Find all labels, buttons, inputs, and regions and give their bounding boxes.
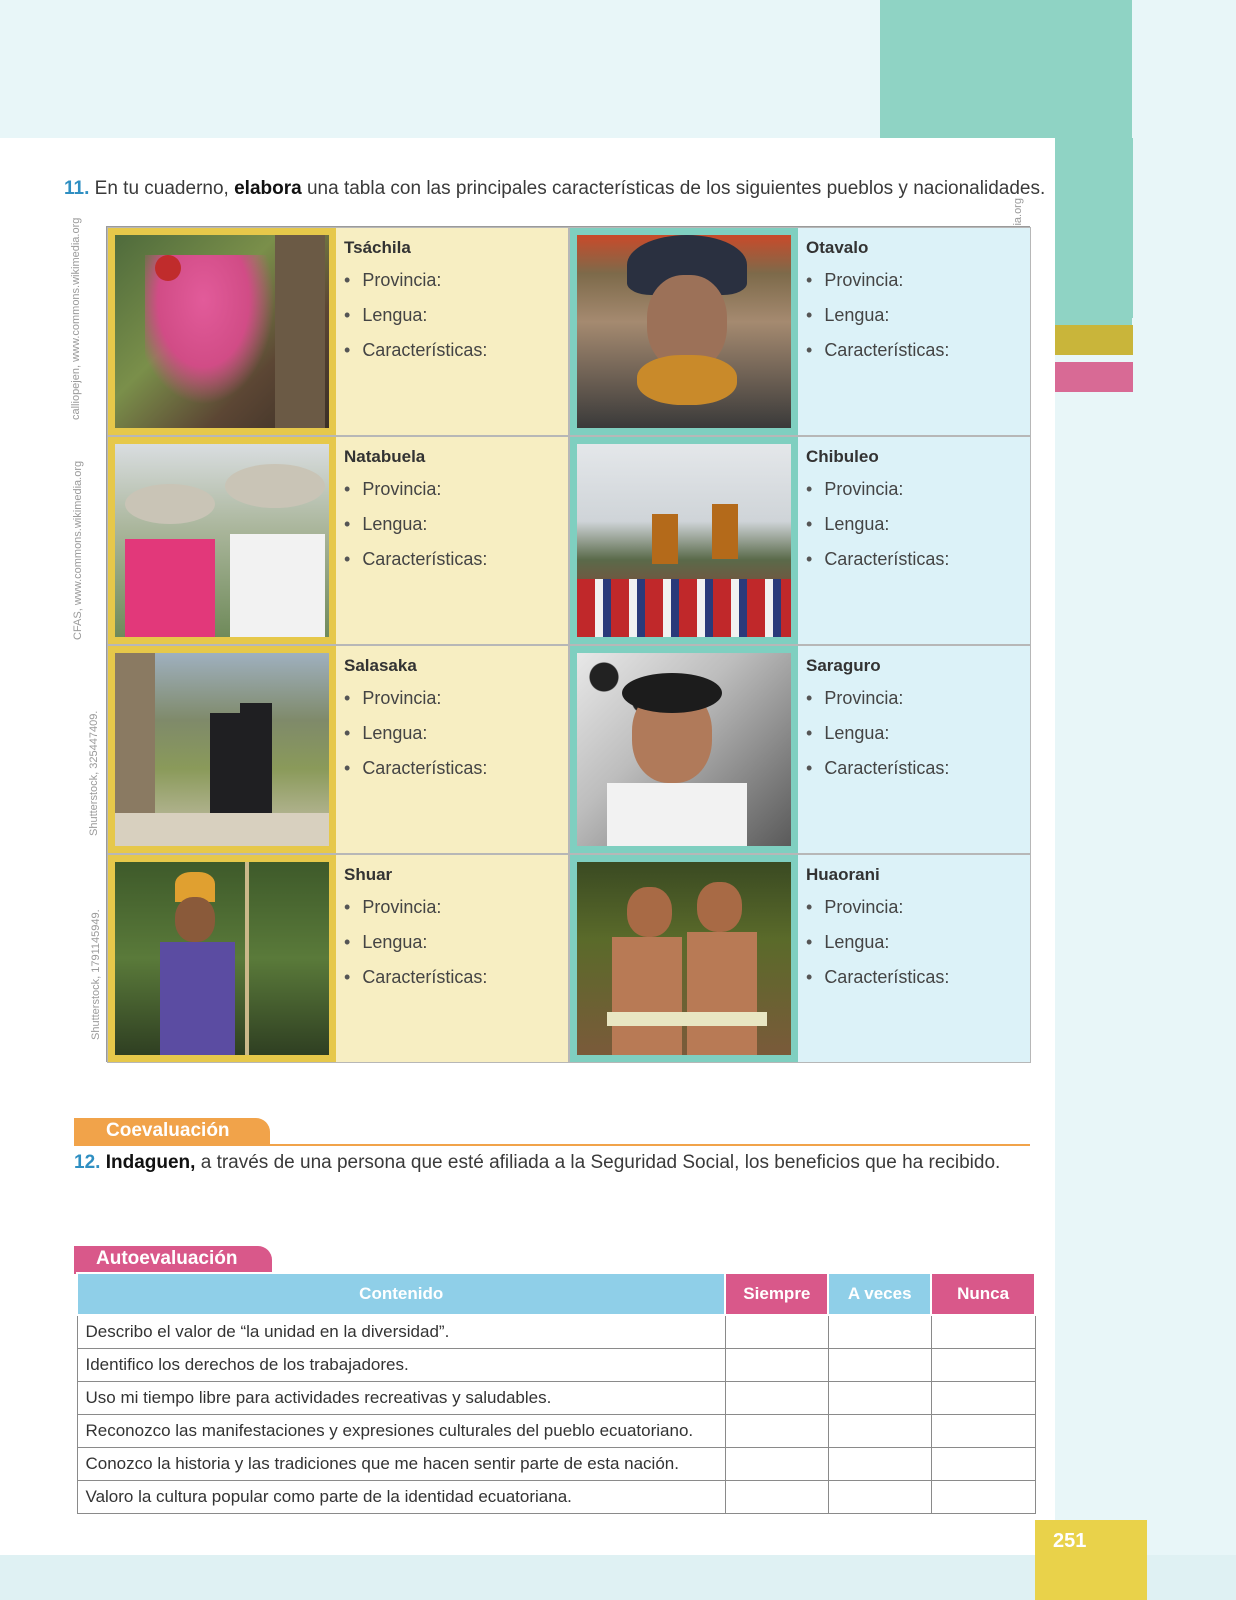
people-cell-chibuleo [569,436,1031,645]
saraguro-woman-photo [570,646,798,853]
caracteristicas-field: • Características: [344,340,568,361]
coevaluacion-divider [270,1144,1030,1146]
lengua-field: • Lengua: [806,723,1030,744]
provincia-field: • Provincia: [344,897,568,918]
people-info [798,646,1030,853]
question-12-text: a través de una persona que esté afiliada a la Seguridad Social, los beneficios que ha recibido. [200,1152,1001,1173]
people-info [798,228,1030,435]
people-info [336,855,568,1062]
tsachila-man-photo [108,228,336,435]
people-cell-tsachila [107,227,569,436]
table-header-row [77,1273,1035,1315]
caracteristicas-field: • Características: [806,340,1030,361]
siempre-cell[interactable] [725,1381,828,1414]
people-info [336,437,568,644]
siempre-cell[interactable] [725,1480,828,1513]
question-11-text: una tabla con las principales características de los siguientes pueblos y nacionalidades. [306,178,1046,199]
autoevaluacion-table [76,1272,1036,1514]
provincia-field: • Provincia: [344,688,568,709]
question-12-verb: Indaguen, [105,1152,196,1173]
criterion-text: Conozco la historia y las tradiciones que me hacen sentir parte de esta nación. [77,1447,725,1480]
criterion-text: Valoro la cultura popular como parte de la identidad ecuatoriana. [77,1480,725,1513]
side-strip-teal [1055,138,1133,318]
criterion-text: Uso mi tiempo libre para actividades recreativas y saludables. [77,1381,725,1414]
nunca-cell[interactable] [931,1348,1035,1381]
chibuleo-festival-photo [570,437,798,644]
nunca-cell[interactable] [931,1414,1035,1447]
side-tab-pink [1055,362,1133,392]
provincia-field: • Provincia: [806,688,1030,709]
table-row [77,1315,1035,1348]
criterion-text: Reconozco las manifestaciones y expresiones culturales del pueblo ecuatoriano. [77,1414,725,1447]
header-contenido: Contenido [77,1273,725,1315]
provincia-field: • Provincia: [806,479,1030,500]
people-name: Huaorani [806,865,880,884]
otavalo-woman-photo [570,228,798,435]
caracteristicas-field: • Características: [806,967,1030,988]
huaorani-women-photo [570,855,798,1062]
question-12-number: 12. [74,1152,101,1173]
people-cell-otavalo [569,227,1031,436]
lengua-field: • Lengua: [344,514,568,535]
question-11-verb: elabora [234,178,302,199]
criterion-text: Identifico los derechos de los trabajadores. [77,1348,725,1381]
people-name: Shuar [344,865,393,884]
aveces-cell[interactable] [828,1315,931,1348]
people-cell-natabuela [107,436,569,645]
page-number: 251 [1035,1520,1147,1600]
lengua-field: • Lengua: [344,932,568,953]
nunca-cell[interactable] [931,1381,1035,1414]
lengua-field: • Lengua: [806,932,1030,953]
aveces-cell[interactable] [828,1414,931,1447]
people-name: Chibuleo [806,447,879,466]
nunca-cell[interactable] [931,1447,1035,1480]
table-row [77,1381,1035,1414]
natabuela-couple-photo [108,437,336,644]
people-name: Saraguro [806,656,881,675]
autoevaluacion-tab: Autoevaluación [74,1246,272,1274]
people-info [798,855,1030,1062]
caracteristicas-field: • Características: [344,967,568,988]
aveces-cell[interactable] [828,1381,931,1414]
side-tab-yellow [1055,325,1133,355]
table-row [77,1414,1035,1447]
people-name: Salasaka [344,656,417,675]
caracteristicas-field: • Características: [806,758,1030,779]
caracteristicas-field: • Características: [806,549,1030,570]
people-info [336,228,568,435]
nunca-cell[interactable] [931,1315,1035,1348]
provincia-field: • Provincia: [344,270,568,291]
photo-credit-7: Shutterstock, 1791145949. [90,909,102,1040]
shuar-man-photo [108,855,336,1062]
criterion-text: Describo el valor de “la unidad en la diversidad”. [77,1315,725,1348]
siempre-cell[interactable] [725,1414,828,1447]
people-name: Otavalo [806,238,869,257]
provincia-field: • Provincia: [806,897,1030,918]
photo-credit-5: Shutterstock, 325447409. [88,710,100,836]
people-name: Natabuela [344,447,426,466]
coevaluacion-tab: Coevaluación [74,1118,270,1146]
provincia-field: • Provincia: [344,479,568,500]
header-siempre: Siempre [725,1273,828,1315]
question-11-number: 11. [64,178,90,199]
table-row [77,1447,1035,1480]
header-nunca: Nunca [931,1273,1035,1315]
table-row [77,1480,1035,1513]
people-cell-huaorani [569,854,1031,1063]
caracteristicas-field: • Características: [344,758,568,779]
siempre-cell[interactable] [725,1315,828,1348]
siempre-cell[interactable] [725,1348,828,1381]
aveces-cell[interactable] [828,1480,931,1513]
people-cell-shuar [107,854,569,1063]
photo-credit-3: CFAS, www.commons.wikimedia.org [72,460,84,640]
caracteristicas-field: • Características: [344,549,568,570]
aveces-cell[interactable] [828,1348,931,1381]
lengua-field: • Lengua: [806,514,1030,535]
salasaka-walkers-photo [108,646,336,853]
header-aveces: A veces [828,1273,931,1315]
question-11 [64,178,1044,200]
peoples-table [106,226,1030,1062]
aveces-cell[interactable] [828,1447,931,1480]
lengua-field: • Lengua: [806,305,1030,326]
lengua-field: • Lengua: [344,305,568,326]
question-11-prefix: En tu cuaderno, [94,178,229,199]
siempre-cell[interactable] [725,1447,828,1480]
question-12 [74,1152,1054,1174]
table-row [77,1348,1035,1381]
people-cell-saraguro [569,645,1031,854]
lengua-field: • Lengua: [344,723,568,744]
people-name: Tsáchila [344,238,411,257]
provincia-field: • Provincia: [806,270,1030,291]
photo-credit-1: calliopejen, www.commons.wikimedia.org [70,217,82,420]
nunca-cell[interactable] [931,1480,1035,1513]
people-cell-salasaka [107,645,569,854]
people-info [336,646,568,853]
people-info [798,437,1030,644]
